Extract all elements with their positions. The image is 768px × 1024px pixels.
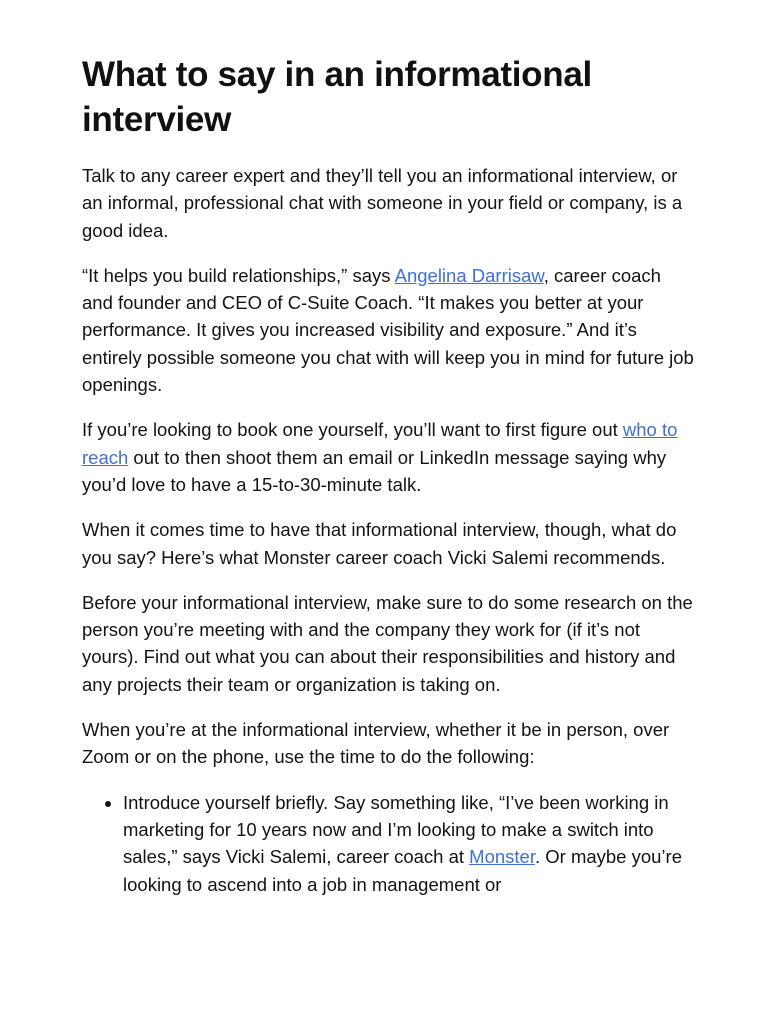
paragraph-at-interview: When you’re at the informational interview, whether it be in person, over Zoom or on the phone, use the time to do the following:: [82, 719, 670, 768]
paragraph-intro: Talk to any career expert and they’ll tell you an informational interview, or an informal, professional chat with someone in your field or company, is a good idea.: [82, 165, 683, 241]
paragraph-quote-text-before: “It helps you build relationships,” says: [82, 264, 395, 286]
who-to-reach-link[interactable]: who to reach: [82, 419, 678, 468]
paragraph-what-to-say: When it comes time to have that informational interview, though, what do you say? Here’s what Monster career coach Vicki Salemi recommends.: [82, 519, 677, 568]
article: [82, 52, 694, 898]
angelina-darrisaw-link[interactable]: Angelina Darrisaw: [394, 264, 544, 286]
list-item: [123, 789, 694, 898]
paragraph-booking-text-after: out to then shoot them an email or LinkedIn message saying why you’d love to have a 15-to-30-minute talk.: [82, 446, 667, 495]
paragraph-quote-text-after: , career coach and founder and CEO of C-Suite Coach. “It makes you better at your performance. It gives you increased visibility and exposure.” And it’s entirely possible someone you chat with will keep you in mind for future job openings.: [82, 264, 694, 396]
monster-link[interactable]: Monster: [469, 846, 535, 868]
paragraph-research: Before your informational interview, make sure to do some research on the person you’re meeting with and the company they work for (if it’s not yours). Find out what you can about their responsibilities and history and any projects their team or organization is taking on.: [82, 591, 693, 695]
paragraph-quote: [82, 262, 694, 398]
article-title: What to say in an informational interview: [82, 55, 592, 139]
tips-list: [82, 789, 694, 898]
paragraph-booking: [82, 416, 694, 498]
list-item-text-before: Introduce yourself briefly. Say something like, “I’ve been working in marketing for 10 years now and I’m looking to make a switch into sales,” says Vicki Salemi, career coach at: [123, 791, 669, 868]
paragraph-booking-text-before: If you’re looking to book one yourself, you’ll want to first figure out: [82, 419, 623, 441]
list-item-text-after: . Or maybe you’re looking to ascend into a job in management or: [123, 846, 682, 895]
